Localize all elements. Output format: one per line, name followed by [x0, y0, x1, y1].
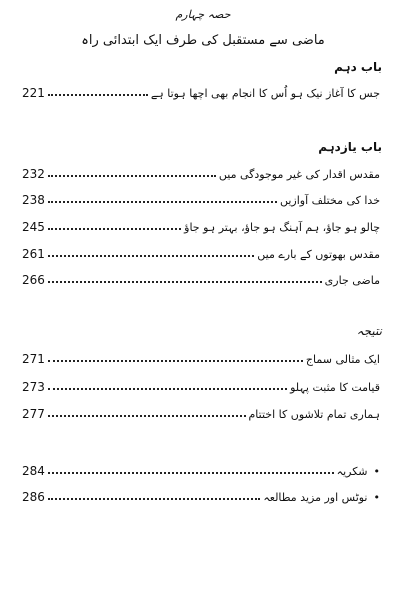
part-label: حصہ چہارم — [175, 8, 231, 21]
dot-leader — [48, 228, 181, 230]
entry-title: چالو ہو جاؤ، ہم آہنگ ہو جاؤ، بہتر ہو جاؤ — [184, 221, 380, 234]
entry-title: نوٹس اور مزید مطالعہ — [263, 491, 368, 504]
entry-page: 277 — [22, 407, 45, 421]
dot-leader — [48, 472, 334, 474]
dot-leader — [48, 94, 148, 96]
entry-page: 266 — [22, 273, 45, 287]
toc-entry[interactable] — [22, 82, 380, 100]
toc-entry[interactable] — [22, 216, 380, 234]
toc-entry[interactable] — [22, 486, 380, 504]
entry-title: شکریہ — [336, 465, 368, 478]
dot-leader — [48, 498, 260, 500]
dot-leader — [48, 201, 277, 203]
dot-leader — [48, 360, 303, 362]
entry-title: جس کا آغاز نیک ہو اُس کا انجام بھی اچھا ہوتا ہے — [150, 87, 380, 100]
dot-leader — [48, 281, 322, 283]
entry-page: 238 — [22, 193, 45, 207]
toc-entry[interactable] — [22, 163, 380, 181]
entry-title: ہماری تمام تلاشوں کا اختتام — [248, 408, 380, 421]
part-title: ماضی سے مستقبل کی طرف ایک ابتدائی راہ — [81, 33, 325, 48]
toc-entry[interactable] — [22, 403, 380, 421]
toc-entry[interactable] — [22, 376, 380, 394]
entry-title: ماضی جاری — [324, 274, 380, 287]
entry-page: 273 — [22, 380, 45, 394]
entry-title: ایک مثالی سماج — [305, 353, 380, 366]
entry-page: 261 — [22, 247, 45, 261]
toc-entry[interactable] — [22, 460, 380, 478]
toc-entry[interactable] — [22, 269, 380, 287]
entry-page: 284 — [22, 464, 45, 478]
entry-page: 232 — [22, 167, 45, 181]
entry-title: قیامت کا مثبت پہلو — [290, 381, 380, 394]
section-heading: باب دہم — [334, 60, 382, 74]
toc-entry[interactable] — [22, 243, 380, 261]
section-heading: نتیجہ — [356, 324, 382, 338]
entry-page: 221 — [22, 86, 45, 100]
toc-entry[interactable] — [22, 189, 380, 207]
bullet-icon: • — [373, 491, 380, 504]
dot-leader — [48, 175, 216, 177]
entry-title: مقدس بھوتوں کے بارے میں — [257, 248, 380, 261]
entry-page: 271 — [22, 352, 45, 366]
bullet-icon: • — [373, 465, 380, 478]
dot-leader — [48, 255, 254, 257]
entry-page: 286 — [22, 490, 45, 504]
section-heading: باب یازدہم — [318, 140, 382, 154]
dot-leader — [48, 388, 287, 390]
entry-title: خدا کی مختلف آوازیں — [279, 194, 380, 207]
entry-page: 245 — [22, 220, 45, 234]
toc-entry[interactable] — [22, 348, 380, 366]
entry-title: مقدس اقدار کی غیر موجودگی میں — [218, 168, 380, 181]
dot-leader — [48, 415, 246, 417]
